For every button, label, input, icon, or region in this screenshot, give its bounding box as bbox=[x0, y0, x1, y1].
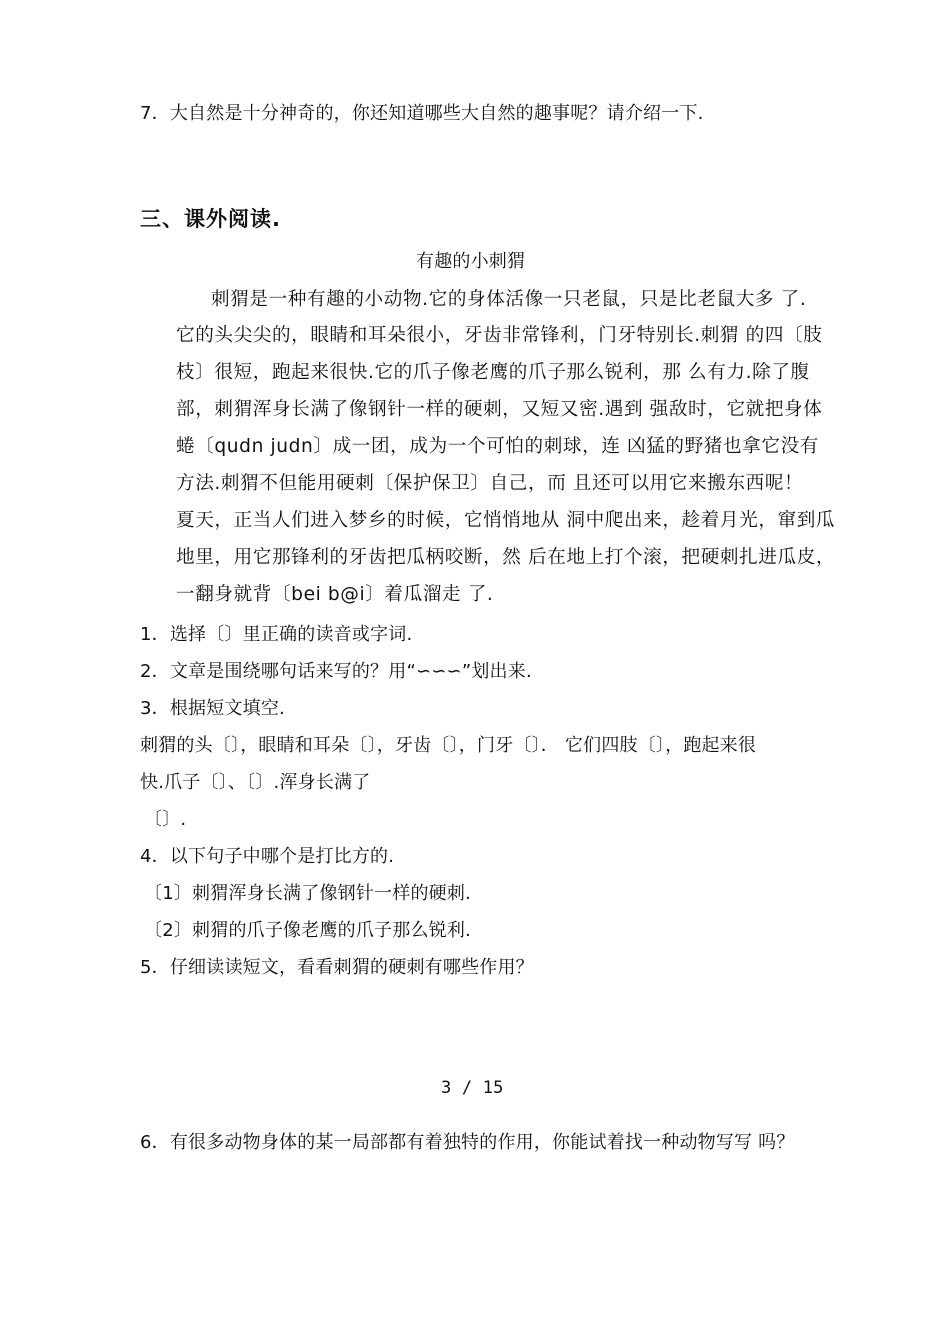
question-4-option-2: 〔2〕刺猬的爪子像老鹰的爪子那么锐利. bbox=[144, 920, 471, 941]
passage-line: 蜷〔qudn judn〕成一团，成为一个可怕的刺球，连 凶猛的野猪也拿它没有 bbox=[176, 436, 819, 457]
question-1: 1．选择〔〕里正确的读音或字词. bbox=[140, 624, 413, 645]
question-4-option-1: 〔1〕刺猬浑身长满了像钢针一样的硬刺. bbox=[144, 883, 471, 904]
passage-line: 夏天，正当人们进入梦乡的时候，它悄悄地从 洞中爬出来，趁着月光，窜到瓜 bbox=[176, 510, 836, 531]
question-3-fill-line-3: 〔〕. bbox=[144, 809, 187, 830]
passage-line: 刺猬是一种有趣的小动物.它的身体活像一只老鼠，只是比老鼠大多 了. bbox=[211, 289, 807, 310]
passage-line: 方法.刺猬不但能用硬刺〔保护保卫〕自己，而 且还可以用它来搬东西呢！ bbox=[176, 473, 804, 494]
question-3-fill-line-1: 刺猬的头〔〕，眼睛和耳朵〔〕，牙齿〔〕，门牙〔〕． 它们四肢〔〕，跑起来很 bbox=[140, 735, 757, 756]
passage-line: 它的头尖尖的，眼睛和耳朵很小，牙齿非常锋利，门牙特别长.刺猬 的四〔肢 bbox=[176, 325, 823, 346]
question-7: 7．大自然是十分神奇的，你还知道哪些大自然的趣事呢？请介绍一下. bbox=[140, 103, 704, 124]
question-4: 4．以下句子中哪个是打比方的. bbox=[140, 846, 395, 867]
passage-line: 部，刺猬浑身长满了像钢针一样的硬刺，又短又密.遇到 强敌时，它就把身体 bbox=[176, 399, 823, 420]
passage-title: 有趣的小刺猬 bbox=[416, 251, 526, 272]
question-3-fill-line-2: 快.爪子〔〕、〔〕.浑身长满了 bbox=[140, 772, 371, 793]
page-number: 3 / 15 bbox=[441, 1078, 504, 1098]
question-2: 2．文章是围绕哪句话来写的？用“∽∽∽”划出来. bbox=[140, 661, 532, 682]
question-6: 6．有很多动物身体的某一局部都有着独特的作用，你能试着找一种动物写写 吗？ bbox=[140, 1132, 795, 1153]
passage-line: 地里，用它那锋利的牙齿把瓜柄咬断，然 后在地上打个滚，把硬刺扎进瓜皮， bbox=[176, 547, 836, 568]
question-5: 5．仔细读读短文，看看刺猬的硬刺有哪些作用？ bbox=[140, 957, 534, 978]
passage-line: 枝〕很短，跑起来很快.它的爪子像老鹰的爪子那么锐利，那 么有力.除了腹 bbox=[176, 362, 810, 383]
section-heading: 三、课外阅读. bbox=[140, 207, 281, 231]
question-3: 3．根据短文填空. bbox=[140, 698, 285, 719]
passage-line: 一翻身就背〔bei b@i〕着瓜溜走 了. bbox=[176, 584, 494, 605]
